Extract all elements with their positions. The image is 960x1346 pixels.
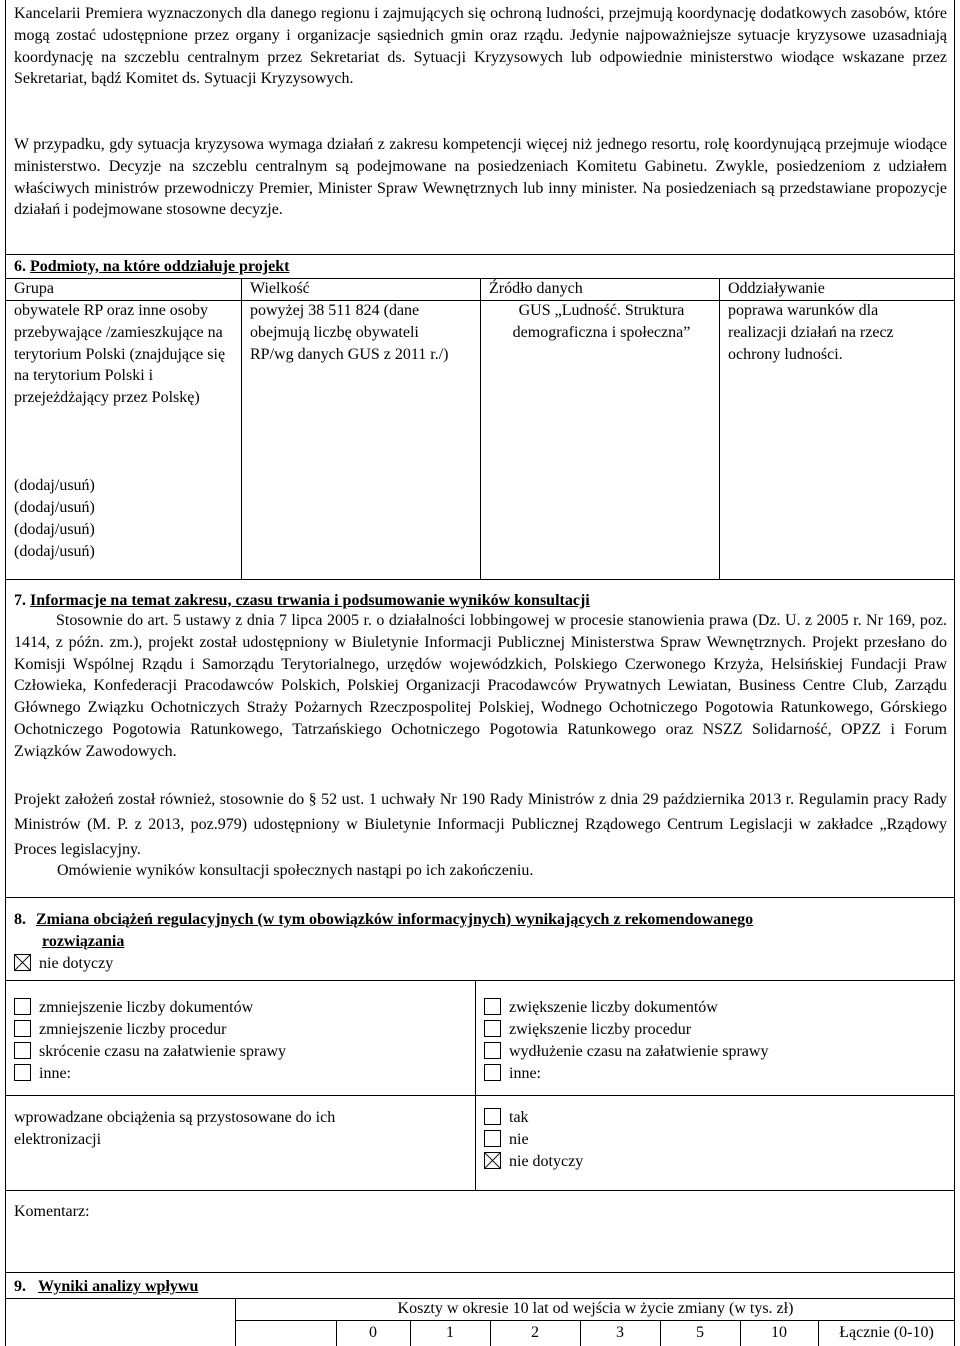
cell-source: GUS „Ludność. Struktura demograficzna i społeczna” xyxy=(512,302,691,341)
not-applicable-option[interactable] xyxy=(14,953,113,975)
cell-impact: poprawa warunków dla realizacji działań na rzecz ochrony ludności. xyxy=(728,302,894,363)
col-divider xyxy=(475,980,476,1190)
option-label: zwiększenie liczby procedur xyxy=(509,1021,692,1038)
section-9-heading: 9. Wyniki analizy wpływu xyxy=(14,1278,199,1295)
cell-size: powyżej 38 511 824 (dane obejmują liczbę obywateli RP/wg danych GUS z 2011 r./) xyxy=(250,302,449,363)
section-7-paragraph-1: Stosownie do art. 5 ustawy z dnia 7 lipca 2005 r. o działalności lobbingowej w procesie stanowienia prawa (Dz. U. z 2005 r. Nr 169, poz. 1414, z późn. zm.), projekt został udostępniony w Biuletynie Informacji Publicznej Ministerstwa Spraw Wewnętrznych. Projekt przesłano do Komisji Wspólnej Rządu i Samorządu Terytorialnego, urzędów wojewódzkich, Polskiego Czerwonego Krzyża, Helsińskiej Fundacji Praw Człowieka, Konfederacji Pracodawców Polskich, Polskiej Organizacji Pracodawców Prywatnych Lewiatan, Business Centre Club, Zarządu Głównego Związku Ochotniczych Straży Pożarnych Rzeczpospolitej Polskiej, Wodnego Ochotniczego Pogotowia Ratunkowego, Górskiego Ochotniczego Pogotowia Ratunkowego, Tatrzańskiego Ochotniczego Pogotowia Ratunkowego oraz NSZZ Solidarność, OPZZ i Forum Związków Zawodowych. xyxy=(14,612,947,760)
option-label: zwiększenie liczby dokumentów xyxy=(509,999,718,1016)
comment-label: Komentarz: xyxy=(14,1203,90,1220)
year-col-1: 1 xyxy=(446,1324,454,1341)
electronization-question: wprowadzane obciążenia są przystosowane do ich elektronizacji xyxy=(14,1109,336,1148)
divider xyxy=(5,1190,955,1191)
year-col-3: 3 xyxy=(616,1324,624,1341)
checkbox-checked-icon[interactable] xyxy=(14,954,31,971)
divider xyxy=(5,579,955,580)
checkbox-icon[interactable] xyxy=(484,998,501,1015)
year-col-2: 2 xyxy=(531,1324,539,1341)
electronization-options xyxy=(484,1107,583,1173)
add-remove-link[interactable]: (dodaj/usuń) xyxy=(14,477,95,494)
divider xyxy=(5,254,955,255)
year-col-5: 5 xyxy=(696,1324,704,1341)
divider xyxy=(5,1095,955,1096)
year-col-0: 0 xyxy=(369,1324,377,1341)
checkbox-checked-icon[interactable] xyxy=(484,1152,501,1169)
checkbox-icon[interactable] xyxy=(484,1130,501,1147)
section-7-heading: 7. Informacje na temat zakresu, czasu trwania i podsumowanie wyników konsultacji xyxy=(14,592,590,609)
table-col-divider xyxy=(480,278,481,579)
intro-paragraph-1: Kancelarii Premiera wyznaczonych dla danego regionu i zajmujących się ochroną ludności, przejmują koordynację dodatkowych zasobów, które mogą zostać udostępnione przez organy i organizacje sąsiednich gmin oraz rządu. Jedynie najpoważniejsze sytuacje kryzysowe uzasadniają koordynację na szczeblu centralnym przez Sekretariat ds. Sytuacji Kryzysowych lub odpowiednie ministerstwo wiodące wskazane przez Sekretariat, bądź Komitet ds. Sytuacji Kryzysowych. xyxy=(14,5,947,88)
option-label: tak xyxy=(509,1109,529,1126)
checkbox-icon[interactable] xyxy=(14,1064,31,1081)
header-size: Wielkość xyxy=(250,280,310,297)
option-label: zmniejszenie liczby procedur xyxy=(39,1021,227,1038)
checkbox-icon[interactable] xyxy=(14,1042,31,1059)
table-col-divider xyxy=(719,278,720,579)
year-col-10: 10 xyxy=(771,1324,787,1341)
header-impact: Oddziaływanie xyxy=(728,280,825,297)
checkbox-icon[interactable] xyxy=(484,1042,501,1059)
option-label: wydłużenie czasu na załatwienie sprawy xyxy=(509,1043,769,1060)
option-label: skrócenie czasu na załatwienie sprawy xyxy=(39,1043,286,1060)
option-label: nie dotyczy xyxy=(509,1153,584,1170)
table-col-divider xyxy=(241,278,242,579)
header-group: Grupa xyxy=(14,280,54,297)
divider xyxy=(5,1272,955,1273)
intro-paragraph-2: W przypadku, gdy sytuacja kryzysowa wymaga działań z zakresu kompetencji więcej niż jednego resortu, rolę koordynującą przejmuje wiodące ministerstwo. Decyzje na szczeblu centralnym są podejmowane na posiedzeniach Komitetu Gabinetu. Zwykle, posiedzeniom z udziałem właściwych ministrów przewodniczy Premier, Minister Spraw Wewnętrznych lub inny minister. Na posiedzeniach są przedstawiane propozycje działań i podejmowane stosowne decyzje. xyxy=(14,136,947,219)
option-label: zmniejszenie liczby dokumentów xyxy=(39,999,254,1016)
section-8-heading: 8. Zmiana obciążeń regulacyjnych (w tym obowiązków informacyjnych) wynikających z rekomendowanego xyxy=(14,911,754,928)
cell-group: obywatele RP oraz inne osoby przebywające /zamieszkujące na terytorium Polski (znajdujące się na terytorium Polski i przejeżdżający przez Polskę) xyxy=(14,302,226,407)
option-label: nie xyxy=(509,1131,529,1148)
header-source: Źródło danych xyxy=(489,280,583,297)
divider xyxy=(235,1320,955,1321)
option-label: nie dotyczy xyxy=(39,955,114,972)
checkbox-icon[interactable] xyxy=(14,1020,31,1037)
costs-header: Koszty w okresie 10 lat od wejścia w życie zmiany (w tys. zł) xyxy=(397,1300,794,1317)
checkbox-icon[interactable] xyxy=(484,1108,501,1125)
year-col-total: Łącznie (0-10) xyxy=(839,1324,934,1341)
section-7-paragraph-2: Projekt założeń został również, stosownie do § 52 ust. 1 uchwały Nr 190 Rady Ministrów z dnia 29 października 2013 r. Regulamin pracy Rady Ministrów (M. P. z 2013, poz.979) udostępniony w Biuletynie Informacji Publicznej Rządowego Centrum Legislacji w zakładce „Rządowy Proces legislacyjny. xyxy=(14,791,947,858)
divider xyxy=(5,897,955,898)
add-remove-link[interactable]: (dodaj/usuń) xyxy=(14,521,95,538)
checkbox-icon[interactable] xyxy=(14,998,31,1015)
add-remove-link[interactable]: (dodaj/usuń) xyxy=(14,543,95,560)
section-6-heading: 6. Podmioty, na które oddziałuje projekt xyxy=(14,258,290,275)
left-options xyxy=(14,997,286,1085)
section-8-heading-cont: rozwiązania xyxy=(42,933,125,950)
divider xyxy=(5,980,955,981)
add-remove-link[interactable]: (dodaj/usuń) xyxy=(14,499,95,516)
option-label: inne: xyxy=(39,1065,71,1082)
right-options xyxy=(484,997,768,1085)
checkbox-icon[interactable] xyxy=(484,1064,501,1081)
checkbox-icon[interactable] xyxy=(484,1020,501,1037)
section-7-paragraph-3: Omówienie wyników konsultacji społecznych nastąpi po ich zakończeniu. xyxy=(57,862,534,879)
option-label: inne: xyxy=(509,1065,541,1082)
